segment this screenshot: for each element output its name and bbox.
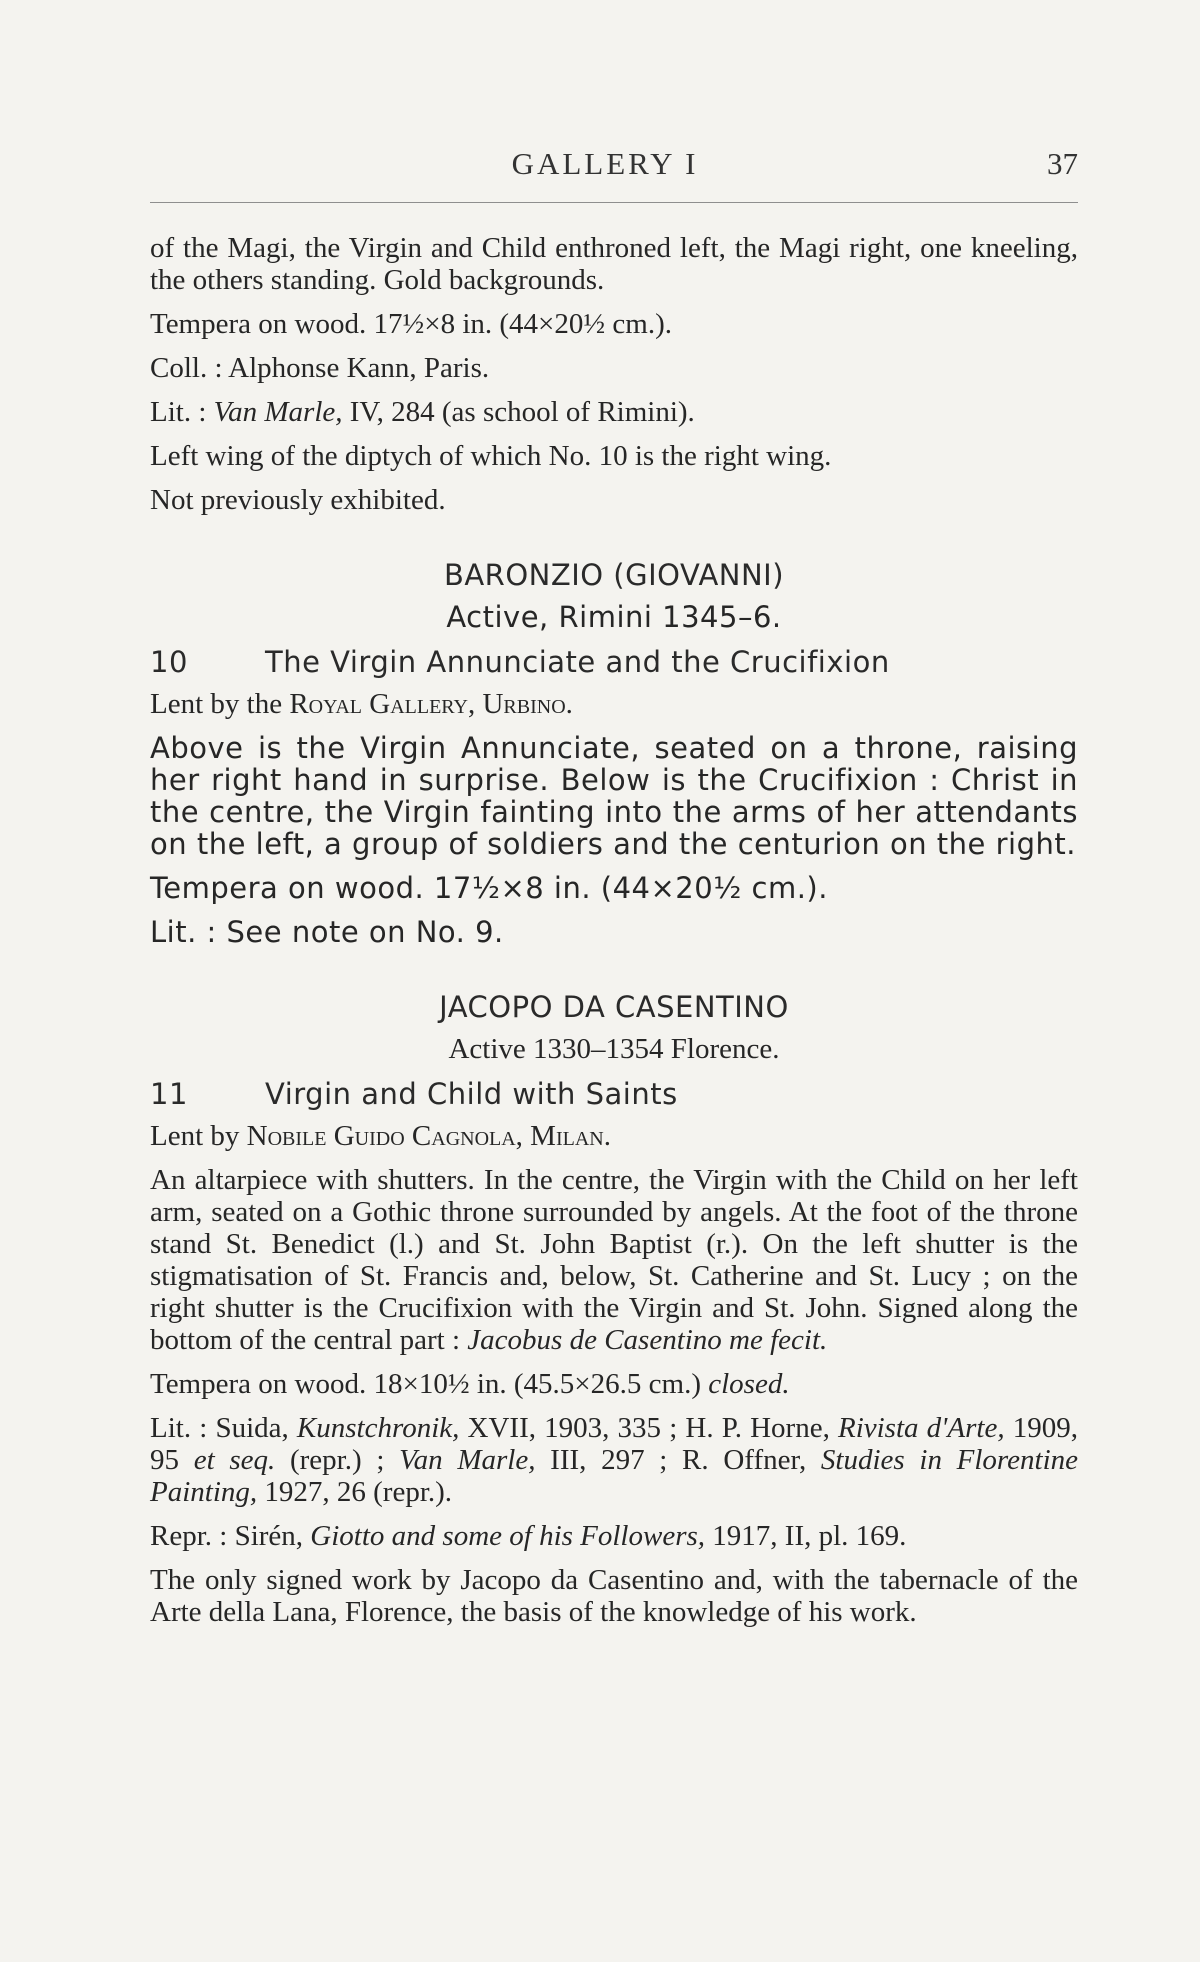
lent-prefix: Lent by the <box>150 688 290 720</box>
description-text: An altarpiece with shutters. In the centre, the Virgin with the Child on her left arm, seated on a Gothic throne surrounded by angels. At the foot of the throne stand St. Benedict (l.) and St. John Baptist (r.). On the left shutter is the stigmatisation of St. Francis and, below, St. Catherine and St. Lucy ; on the right shutter is the Crucifixion with the Virgin and St. John. Signed along the bottom of the central part : <box>150 1164 1078 1356</box>
lit-title: Studies in Florentine Painting, <box>150 1444 1079 1508</box>
artist-active-jacopo: Active 1330–1354 Florence. <box>448 1033 780 1065</box>
artist-heading-baronzio: BARONZIO (GIOVANNI) <box>443 558 785 592</box>
artist-heading-jacopo: JACOPO DA CASENTINO <box>439 990 789 1024</box>
entry-number: 10 <box>150 645 188 679</box>
lit-text: Lit. : Suida, <box>150 1412 297 1444</box>
lit-title: Rivista d'Arte, <box>837 1412 1005 1444</box>
entry-11-note: The only signed work by Jacopo da Casentino and, with the tabernacle of the Arte della Lana, Florence, the basis of the knowledge of his work. <box>150 1564 1078 1628</box>
lender-name: Nobile Guido Cagnola, Milan. <box>246 1120 611 1152</box>
entry-11-description <box>150 1164 1078 1356</box>
lit-text: XVII, 1903, 335 ; H. P. Horne, <box>459 1412 838 1444</box>
entry-9-exhibited: Not previously exhibited. <box>150 484 446 516</box>
running-head <box>150 140 1078 190</box>
lent-prefix: Lent by <box>150 1120 247 1152</box>
page-content <box>150 232 1078 1640</box>
entry-11-lender <box>150 1120 1078 1152</box>
entry-11-reproduction <box>150 1520 1078 1552</box>
page-number: 37 <box>1047 146 1078 181</box>
entry-10-lender <box>150 688 1078 720</box>
lit-text: III, 297 ; R. Offner, <box>535 1444 821 1476</box>
entry-10-heading <box>150 644 1078 680</box>
entry-number: 11 <box>150 1077 188 1111</box>
entry-10-medium: Tempera on wood. 17½×8 in. (44×20½ cm.). <box>150 871 828 905</box>
signature-text: Jacobus de Casentino me fecit. <box>467 1324 828 1356</box>
repr-title: Giotto and some of his Followers, <box>310 1520 706 1552</box>
repr-text: 1917, II, pl. 169. <box>705 1520 907 1552</box>
entry-9-literature <box>150 396 1078 428</box>
lit-text: 1909, 95 <box>150 1412 1078 1476</box>
lit-text: (repr.) ; <box>275 1444 400 1476</box>
lender-name: Royal Gallery, Urbino. <box>289 688 573 720</box>
entry-11-heading <box>150 1076 1078 1112</box>
entry-9-note: Left wing of the diptych of which No. 10 is the right wing. <box>150 440 832 472</box>
medium-text: Tempera on wood. 18×10½ in. (45.5×26.5 cm.) <box>150 1368 709 1400</box>
lit-rest: IV, 284 (as school of Rimini). <box>342 396 695 428</box>
lit-title: Van Marle, <box>399 1444 536 1476</box>
medium-note: closed. <box>708 1368 790 1400</box>
repr-text: Repr. : Sirén, <box>150 1520 311 1552</box>
lit-text: 1927, 26 (repr.). <box>257 1476 453 1508</box>
entry-10-description: Above is the Virgin Annunciate, seated on a throne, raising her right hand in surprise. Below is the Crucifixion : Christ in the centre, the Virgin fainting into the arms of her attendants on the left, a group of soldiers and the centurion on the right. <box>150 731 1078 861</box>
artist-active-baronzio: Active, Rimini 1345–6. <box>446 600 782 634</box>
entry-9-collection: Coll. : Alphonse Kann, Paris. <box>150 352 490 384</box>
entry-9-description: of the Magi, the Virgin and Child enthroned left, the Magi right, one kneeling, the others standing. Gold backgrounds. <box>150 232 1078 296</box>
entry-title: Virgin and Child with Saints <box>265 1077 678 1111</box>
header-rule <box>150 202 1078 203</box>
lit-author: Van Marle, <box>213 396 343 428</box>
entry-title: The Virgin Annunciate and the Crucifixion <box>265 645 890 679</box>
entry-9-medium: Tempera on wood. 17½×8 in. (44×20½ cm.). <box>150 308 672 340</box>
entry-11-literature <box>150 1412 1078 1508</box>
lit-prefix: Lit. : <box>150 396 214 428</box>
running-head-title: GALLERY I <box>511 146 699 181</box>
lit-title: et seq. <box>193 1444 276 1476</box>
entry-10-literature: Lit. : See note on No. 9. <box>150 915 504 949</box>
lit-title: Kunstchronik, <box>296 1412 460 1444</box>
entry-11-medium <box>150 1368 1078 1400</box>
